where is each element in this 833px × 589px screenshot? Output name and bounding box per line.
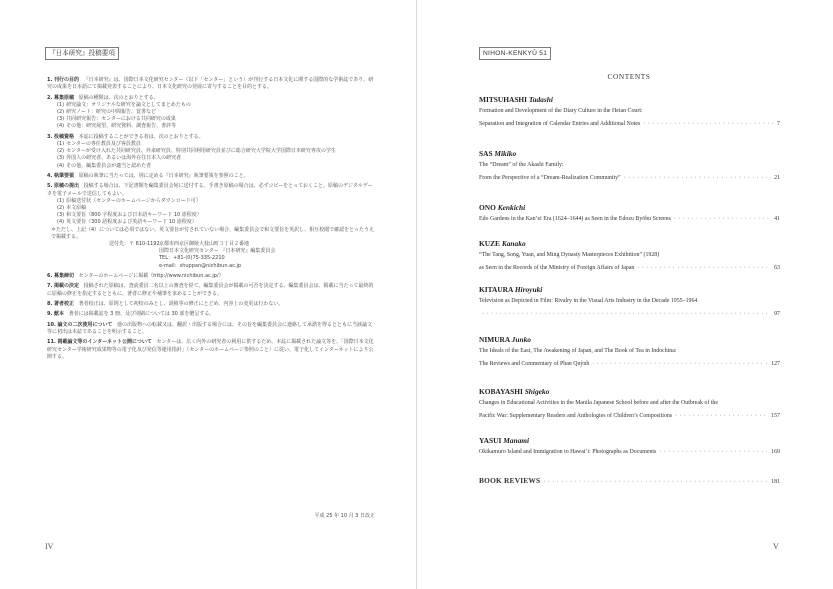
list-item: (2) 本文原稿 bbox=[57, 205, 87, 211]
entry-page-number: 127 bbox=[771, 360, 780, 367]
entry-page-number: 181 bbox=[771, 479, 780, 485]
entry-author: KUZE Kanako bbox=[479, 239, 526, 248]
toc-entry-book-reviews[interactable] bbox=[479, 475, 780, 489]
right-page-number: V bbox=[773, 542, 779, 551]
toc-entry[interactable] bbox=[479, 436, 780, 459]
section-3 bbox=[47, 134, 375, 170]
section-title: 募集原稿 bbox=[53, 94, 74, 101]
section-text: 原稿の種類は、次のとおりとする。 bbox=[78, 94, 159, 101]
entry-page-number: 157 bbox=[771, 412, 780, 419]
section-title: 著者校正 bbox=[53, 301, 74, 307]
section-number: 10. bbox=[47, 321, 56, 328]
section-text: 著者には掲載誌を 3 冊、及び別刷については 30 部を贈呈する。 bbox=[68, 311, 215, 318]
list-item: (2) 研究ノート：研究の中間報告、覚書など bbox=[57, 109, 156, 115]
right-page bbox=[417, 0, 833, 589]
section-8 bbox=[47, 301, 375, 308]
list-item: (4) その他：研究展望、研究資料、調査報告、書評等 bbox=[57, 123, 177, 130]
entry-title-line: The Reviews and Commentary of Phan Quỳnh · · · 127 bbox=[479, 358, 780, 371]
section-number: 8. bbox=[47, 301, 53, 307]
section-2 bbox=[47, 95, 375, 131]
revision-date: 平成 25 年 10 月 3 日改正 bbox=[314, 513, 375, 519]
section-6 bbox=[47, 273, 375, 280]
section-title: 原稿の提出 bbox=[53, 183, 79, 190]
entry-title-line: Pacific War: Supplementary Readers and Anthologies of Children’s Compositions · · · 157 bbox=[479, 410, 780, 423]
section-title: 掲載論文等のインターネット公開について bbox=[57, 339, 152, 346]
leader-dots bbox=[592, 358, 768, 371]
entry-title-line: The Ideals of the East, The Awakening of Japan, and The Book of Tea in Indochina: bbox=[479, 348, 677, 354]
contents-title: CONTENTS bbox=[607, 72, 651, 81]
entry-title-line bbox=[479, 308, 780, 321]
section-number: 1. bbox=[47, 77, 53, 83]
section-title: 投稿資格 bbox=[53, 133, 74, 140]
entry-title-line: Edo Gardens in the Kan’ei Era (1624–1644) as Seen in the Edozu Byōbu Screens · · · 41 bbox=[479, 213, 780, 226]
toc-entry[interactable] bbox=[479, 387, 780, 422]
section-11 bbox=[47, 339, 375, 361]
section-text: 原稿の執筆に当たっては、別に定める『日本研究』執筆要領を参照のこと。 bbox=[78, 173, 249, 179]
entry-author: KITAURA Hiroyuki bbox=[479, 285, 543, 294]
section-9 bbox=[47, 311, 375, 318]
section-title: 募集締切 bbox=[53, 273, 74, 280]
toc-entry[interactable] bbox=[479, 203, 780, 226]
section-title: 刊行の目的 bbox=[53, 77, 79, 83]
leader-dots bbox=[675, 410, 768, 423]
mailing-address bbox=[47, 241, 375, 270]
entry-title-line: Separation and Integration of Calendar Entries and Additional Notes · · · 7 bbox=[479, 118, 780, 131]
book-reviews-label: BOOK REVIEWS bbox=[479, 476, 541, 485]
list-item: (3) 共同研究報告：センターにおける共同研究の成果 bbox=[57, 116, 176, 123]
leader-dots bbox=[674, 213, 771, 226]
section-text: センターのホームページに掲載（http://www.nichibun.ac.jp/） bbox=[78, 273, 224, 280]
entry-page-number: 97 bbox=[774, 310, 780, 317]
section-text: 投稿された原稿は、査読委員二名以上の審査を経て、編集委員会が掲載の可否を決定する。編集委員会は、掲載に当たって最終的に原稿の修正を指定するとともに、著者に修正や補筆を求めることができる。 bbox=[47, 283, 374, 297]
leader-dots bbox=[482, 308, 771, 321]
section-4 bbox=[47, 173, 375, 180]
toc-entry[interactable] bbox=[479, 285, 780, 320]
entry-page-number: 7 bbox=[777, 120, 780, 127]
left-running-header: 『日本研究』投稿要項 bbox=[45, 47, 119, 60]
entry-author: KOBAYASHI Shigeko bbox=[479, 387, 550, 396]
section-text: センターは、広く内外の研究者の利用に供するため、本誌に掲載された論文等を、「国際日本文化研究センター学術研究成果物等の電子化及び発信等運用指針」（センターのホームページ参照のこと）に従い、電子化してインターネットにより公開する。 bbox=[47, 339, 374, 360]
list-item: (1) 原稿送付状（センターのホームページからダウンロード可） bbox=[57, 197, 201, 204]
section-number: 5. bbox=[47, 183, 53, 190]
entry-title-line: Television as Depicted in Film: Rivalry in the Visual Arts Industry in the Decade 1955–1964 bbox=[479, 298, 698, 304]
left-page-number: IV bbox=[45, 542, 54, 551]
section-number: 4. bbox=[47, 173, 53, 179]
address-line: 京都市西京区御陵大枝山町３丁目２番地 bbox=[159, 241, 250, 248]
section-title: 執筆要領 bbox=[53, 173, 74, 179]
section-1 bbox=[47, 77, 375, 91]
leader-dots bbox=[637, 262, 771, 275]
list-item: (4) 英文要旨（300 語程度および英語キーワード 10 語程度） bbox=[57, 219, 197, 226]
section-title: 論文の二次使用について bbox=[57, 321, 113, 328]
entry-author: ONO Kenkichi bbox=[479, 203, 526, 212]
section-text: 著者校正は、原則として初校のみとし、誤植等の修正にとどめ、内容上の変更は行わない。 bbox=[78, 301, 284, 307]
section-number: 9. bbox=[47, 311, 53, 318]
entry-page-number: 41 bbox=[774, 216, 780, 222]
entry-page-number: 169 bbox=[771, 449, 780, 455]
toc-entry[interactable] bbox=[479, 95, 780, 130]
entry-title-line bbox=[479, 475, 780, 489]
toc-entry[interactable] bbox=[479, 239, 780, 274]
entry-author: SAS Mikiko bbox=[479, 149, 517, 158]
entry-title-line: Changes in Educational Activities in the Manila Japanese School before and after the Outbreak of the bbox=[479, 400, 718, 406]
entry-title-line: “The Tang, Song, Yuan, and Ming Dynasty Masterpieces Exhibition” (1928) bbox=[479, 252, 660, 258]
entry-page-number: 21 bbox=[774, 174, 780, 181]
leader-dots bbox=[659, 446, 768, 459]
left-page bbox=[0, 0, 416, 589]
section-title: 献本 bbox=[53, 311, 64, 318]
entry-author: NIMURA Junko bbox=[479, 335, 531, 344]
entry-title-line: Okikamuro Island and Immigration to Hawai‘i: Photographs as Documents · · · 169 bbox=[479, 446, 780, 459]
entry-title-line: as Seen in the Records of the Ministry of Foreign Affairs of Japan · · · 63 bbox=[479, 262, 780, 275]
address-tel: TEL：+81-(0)75-335-2210 bbox=[159, 255, 225, 262]
address-line: 国際日本文化研究センター 『日本研究』編集委員会 bbox=[159, 248, 276, 255]
leader-dots bbox=[643, 118, 774, 131]
leader-dots bbox=[624, 172, 771, 185]
section-10 bbox=[47, 322, 375, 336]
section-number: 6. bbox=[47, 273, 53, 280]
entry-title-line: From the Perspective of a “Dream-Realization Community” · · · 21 bbox=[479, 172, 780, 185]
section-text: 他の出版物への転載又は、翻訳・出版する場合には、その旨を編集委員会に連絡して承諾を得るとともに当該論文等に初出は本誌であることを明示すること。 bbox=[47, 321, 372, 335]
address-label: 送付先：〒 610-1192 bbox=[109, 241, 160, 248]
leader-dots bbox=[543, 476, 768, 489]
section-text: 投稿する場合は、下記書類を編集委員会宛に送付する。手書き原稿の場合は、必ずコピーをとっておくこと。原稿のデジタルデータを電子メールで送信してもよい。 bbox=[47, 183, 373, 197]
list-item: (1) センターの専任教員及び客員教員 bbox=[57, 141, 141, 147]
list-item: (3) 外国人の研究者、あるいは海外在住日本人の研究者 bbox=[57, 155, 182, 162]
list-item: (3) 和文要旨（800 字程度および日本語キーワード 10 語程度） bbox=[57, 212, 202, 219]
address-email: e-mail：shuppan@nichibun.ac.jp bbox=[159, 262, 242, 269]
right-running-header: NIHON-KENKYŪ 51 bbox=[479, 47, 551, 60]
section-number: 11. bbox=[47, 339, 56, 346]
list-item: (2) センターが受け入れた共同研究員、外来研究員、特別共同利用研究員並びに総合研究大学院大学国際日本研究専攻の学生 bbox=[57, 148, 336, 155]
toc-entry[interactable] bbox=[479, 149, 780, 184]
section-title: 掲載の決定 bbox=[53, 283, 79, 290]
section-number: 7. bbox=[47, 283, 53, 290]
section-text: 『日本研究』は、国際日本文化研究センター（以下「センター」という）が刊行する日本文化に関する国際的な学術誌であり、研究の成果を日本語にて掲載発表することにより、日本文化研究の発展に寄与することを目的とする。 bbox=[47, 77, 374, 91]
entry-author: YASUI Manami bbox=[479, 436, 530, 445]
list-item: (4) その他、編集委員会が適当と認めた者 bbox=[57, 162, 152, 169]
guidelines-body bbox=[47, 77, 375, 364]
section-number: 3. bbox=[47, 133, 53, 140]
section-7 bbox=[47, 283, 375, 297]
entry-page-number: 63 bbox=[774, 264, 780, 271]
entry-title-line: The “Dream” of the Akashi Family: bbox=[479, 162, 564, 168]
section-text: 本誌に投稿することができる者は、次のとおりとする。 bbox=[78, 133, 204, 140]
entry-title-line: Formation and Development of the Diary Culture in the Heian Court: bbox=[479, 108, 643, 114]
toc-entry[interactable] bbox=[479, 335, 780, 370]
section-5 bbox=[47, 183, 375, 269]
section-number: 2. bbox=[47, 94, 53, 101]
list-item: (1) 研究論文：オリジナルな研究を論文としてまとめたもの bbox=[57, 101, 191, 108]
submission-note: ＊ただし、上記（4）については必須ではない。英文要旨が付されていない場合、編集委員会で和文要旨を英訳し、相互校閲で確認をとったうえで掲載する。 bbox=[51, 226, 374, 240]
entry-author: MITSUHASHI Tadashi bbox=[479, 95, 553, 104]
